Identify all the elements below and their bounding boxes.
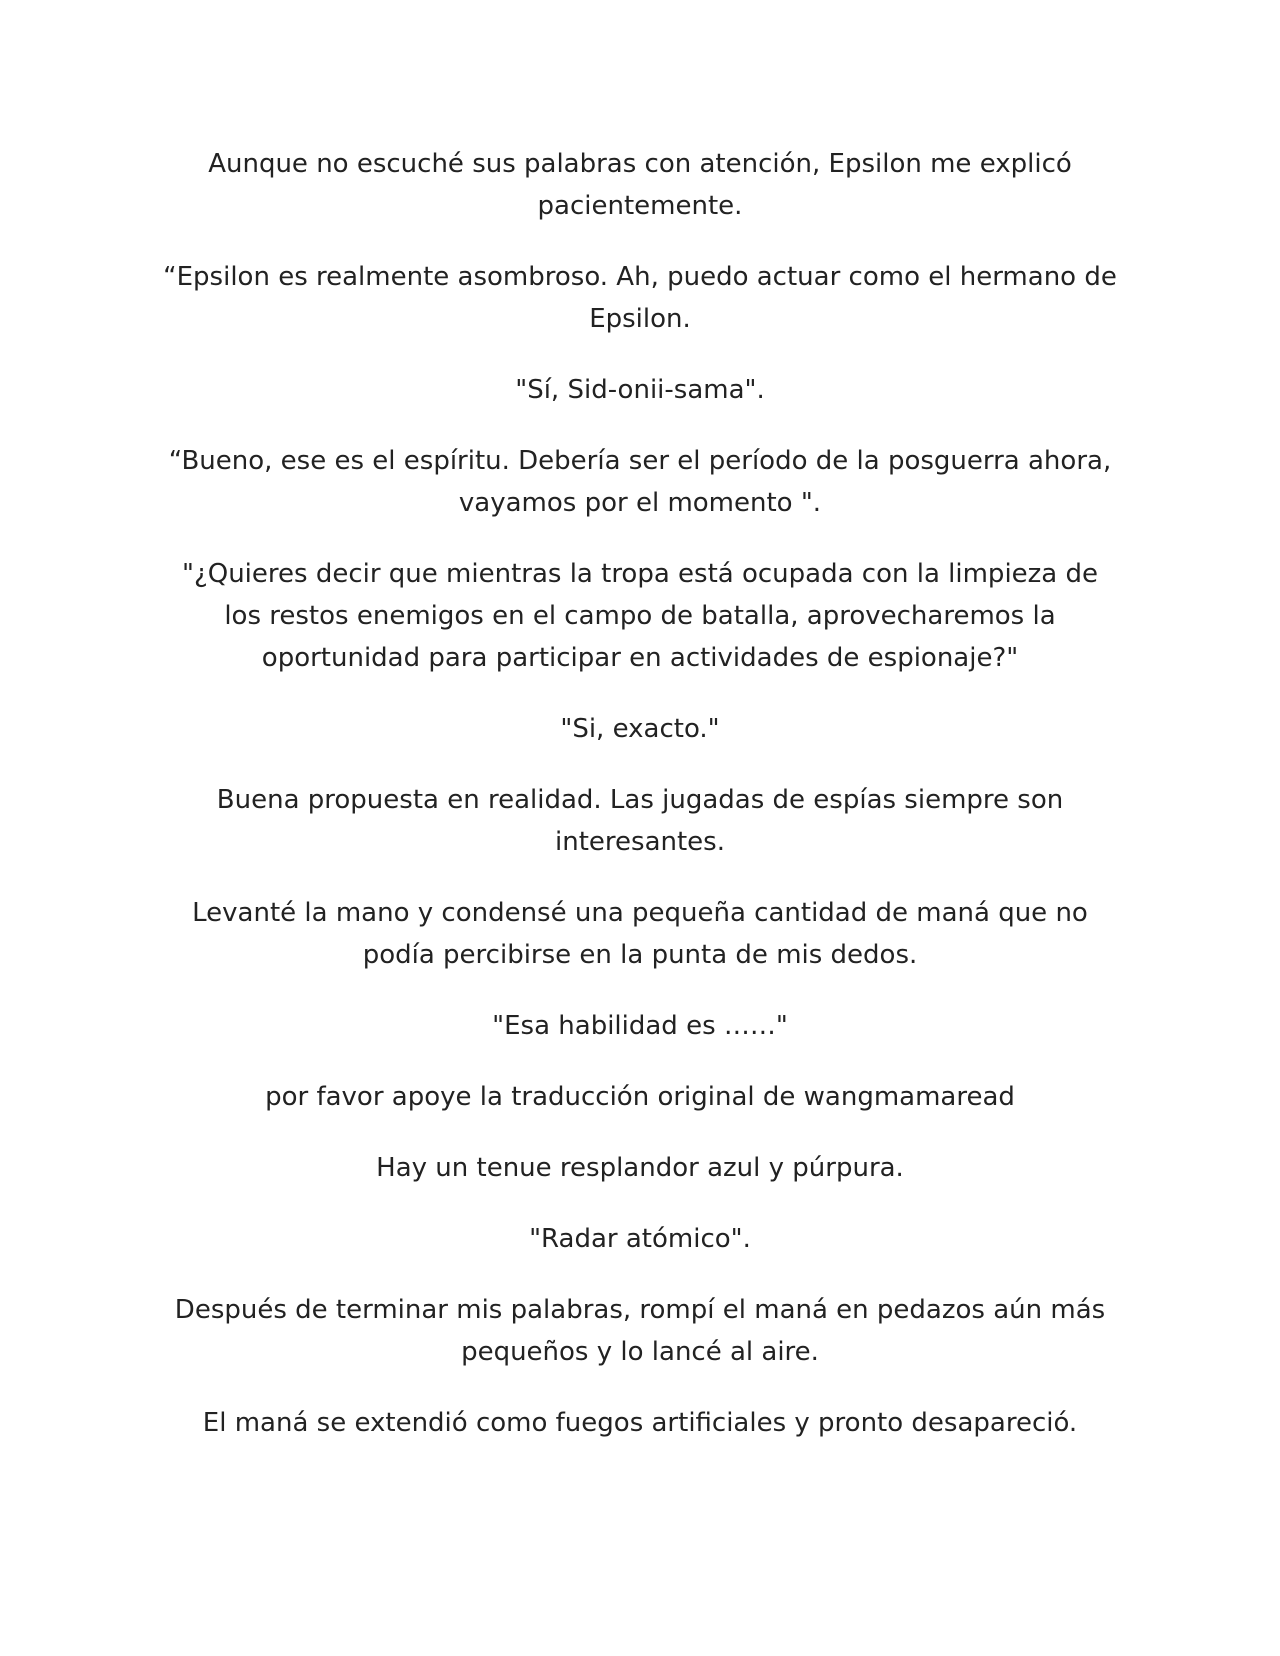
document-body <box>160 143 1120 1473</box>
paragraph: "Si, exacto." <box>560 714 720 744</box>
paragraph: Buena propuesta en realidad. Las jugadas de espías siempre son interesantes. <box>216 785 1064 857</box>
paragraph: "¿Quieres decir que mientras la tropa está ocupada con la limpieza de los restos enemigos en el campo de batalla, aprovecharemos la oportunidad para participar en actividades de espionaje?" <box>181 559 1099 673</box>
paragraph: por favor apoye la traducción original de wangmamaread <box>265 1082 1015 1112</box>
paragraph: "Esa habilidad es ……" <box>492 1011 788 1041</box>
paragraph: Levanté la mano y condensé una pequeña cantidad de maná que no podía percibirse en la punta de mis dedos. <box>192 898 1088 970</box>
paragraph: Aunque no escuché sus palabras con atención, Epsilon me explicó pacientemente. <box>208 149 1072 221</box>
paragraph: El maná se extendió como fuegos artificiales y pronto desapareció. <box>202 1408 1078 1438</box>
paragraph: Después de terminar mis palabras, rompí el maná en pedazos aún más pequeños y lo lancé al aire. <box>174 1295 1106 1367</box>
paragraph: “Bueno, ese es el espíritu. Debería ser el período de la posguerra ahora, vayamos por el momento ". <box>168 446 1112 518</box>
paragraph: "Sí, Sid-onii-sama". <box>515 375 765 405</box>
paragraph: “Epsilon es realmente asombroso. Ah, puedo actuar como el hermano de Epsilon. <box>163 262 1117 334</box>
paragraph: "Radar atómico". <box>529 1224 751 1254</box>
paragraph: Hay un tenue resplandor azul y púrpura. <box>376 1153 904 1183</box>
